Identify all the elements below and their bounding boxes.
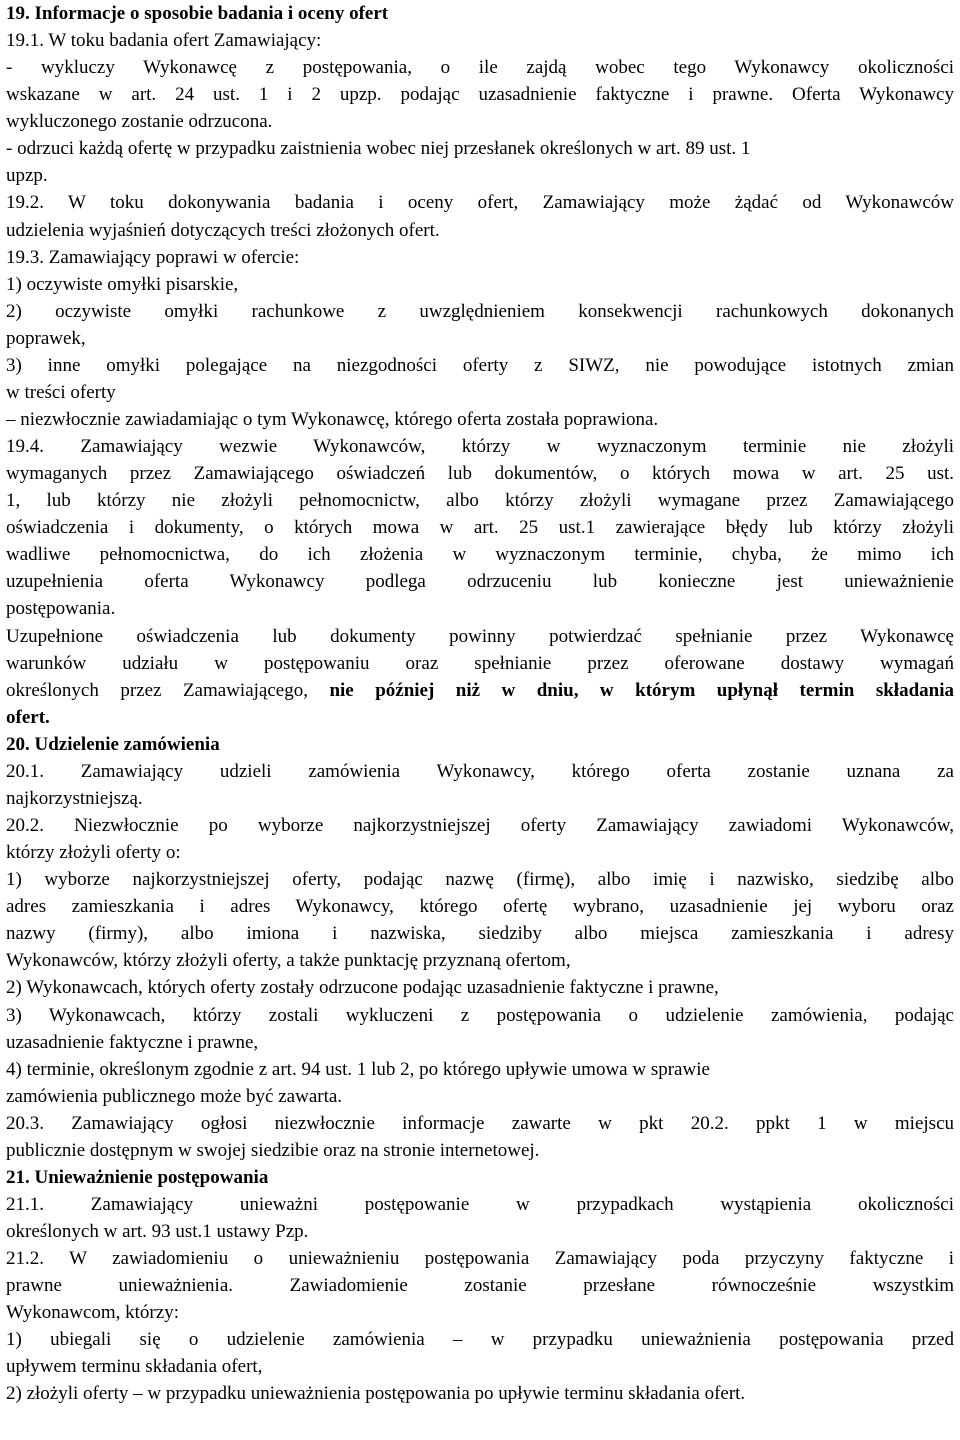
- text-line: [6, 487, 954, 514]
- text-run: 19. Informacje o sposobie badania i oceny ofert: [6, 3, 389, 24]
- text-line: [6, 1380, 954, 1407]
- text-run: wskazane w art. 24 ust. 1 i 2 upzp. podając uzasadnienie faktyczne i prawne. Oferta Wykonawcy: [6, 84, 954, 106]
- text-line: [6, 406, 954, 433]
- text-run: zamówienia publicznego może być zawarta.: [6, 1085, 343, 1107]
- text-run: - wykluczy Wykonawcę z postępowania, o ile zajdą wobec tego Wykonawcy okoliczności: [6, 57, 954, 79]
- text-run: 20. Udzielenie zamówienia: [6, 733, 220, 755]
- text-run: 19.3. Zamawiający poprawi w ofercie:: [6, 246, 300, 268]
- text-line: [6, 758, 954, 785]
- text-line: [6, 677, 954, 704]
- text-line: [6, 108, 954, 135]
- text-run: wadliwe pełnomocnictwa, do ich złożenia w wyznaczonym terminie, chyba, że mimo ich: [6, 544, 954, 566]
- text-line: [6, 623, 954, 650]
- text-line: [6, 1029, 954, 1056]
- text-line: [6, 217, 954, 244]
- text-run: w treści oferty: [6, 381, 116, 403]
- text-run: 2) Wykonawcach, których oferty zostały odrzucone podając uzasadnienie faktyczne i prawne,: [6, 977, 719, 999]
- text-line: [6, 1218, 954, 1245]
- text-line: [6, 162, 954, 189]
- text-run: postępowania.: [6, 598, 116, 620]
- text-line: [6, 1353, 954, 1380]
- text-run: Uzupełnione oświadczenia lub dokumenty powinny potwierdzać spełnianie przez Wykonawcę: [6, 625, 954, 647]
- text-run: Wykonawców, którzy złożyli oferty, a także punktację przyznaną ofertom,: [6, 950, 571, 972]
- text-line: [6, 568, 954, 595]
- text-run: najkorzystniejszą.: [6, 787, 143, 809]
- text-run: – niezwłocznie zawiadamiając o tym Wykonawcę, którego oferta została poprawiona.: [6, 409, 659, 430]
- text-run: 19.2. W toku dokonywania badania i oceny ofert, Zamawiający może żądać od Wykonawców: [6, 192, 954, 214]
- text-run: Wykonawcom, którzy:: [6, 1302, 179, 1324]
- text-line: [6, 244, 954, 271]
- text-line: [6, 1191, 954, 1218]
- text-run: upływem terminu składania ofert,: [6, 1356, 263, 1378]
- text-line: [6, 1299, 954, 1326]
- text-line: [6, 1245, 954, 1272]
- text-line: [6, 785, 954, 812]
- text-run: udzielenia wyjaśnień dotyczących treści złożonych ofert.: [6, 219, 440, 241]
- text-line: [6, 595, 954, 622]
- text-run: prawne unieważnienia. Zawiadomienie zostanie przesłane równocześnie wszystkim: [6, 1275, 954, 1297]
- text-line: [6, 27, 954, 54]
- text-run: 4) terminie, określonym zgodnie z art. 94 ust. 1 lub 2, po którego upływie umowa w sprawie: [6, 1058, 710, 1080]
- text-line: [6, 460, 954, 487]
- text-line: [6, 1056, 954, 1083]
- heading-line: [6, 0, 954, 27]
- text-line: [6, 947, 954, 974]
- text-line: [6, 1137, 954, 1164]
- text-line: [6, 325, 954, 352]
- heading-line: [6, 704, 954, 731]
- text-line: [6, 974, 954, 1001]
- text-line: [6, 839, 954, 866]
- text-run: 20.2. Niezwłocznie po wyborze najkorzystniejszej oferty Zamawiający zawiadomi Wykonawców,: [6, 815, 954, 837]
- text-run: publicznie dostępnym w swojej siedzibie oraz na stronie internetowej.: [6, 1139, 540, 1161]
- text-line: [6, 81, 954, 108]
- text-run: poprawek,: [6, 327, 86, 349]
- text-line: [6, 54, 954, 81]
- text-run: 20.3. Zamawiający ogłosi niezwłocznie informacje zawarte w pkt 20.2. ppkt 1 w miejscu: [6, 1112, 954, 1134]
- text-line: [6, 1002, 954, 1029]
- bold-text-run: nie później niż w dniu, w którym upłynął termin składania: [329, 679, 954, 701]
- text-line: [6, 920, 954, 947]
- text-run: 21.2. W zawiadomieniu o unieważnieniu postępowania Zamawiający poda przyczyny faktyczne i: [6, 1248, 954, 1270]
- text-run: 21.1. Zamawiający unieważni postępowanie w przypadkach wystąpienia okoliczności: [6, 1193, 954, 1215]
- heading-line: [6, 1164, 954, 1191]
- text-run: 1) ubiegali się o udzielenie zamówienia – w przypadku unieważnienia postępowania przed: [6, 1329, 954, 1351]
- text-run: 3) Wykonawcach, którzy zostali wykluczeni z postępowania o udzielenie zamówienia, podając: [6, 1004, 954, 1026]
- text-run: 2) złożyli oferty – w przypadku unieważnienia postępowania po upływie terminu składania ofert.: [6, 1383, 746, 1405]
- text-line: [6, 812, 954, 839]
- text-run: 3) inne omyłki polegające na niezgodności oferty z SIWZ, nie powodujące istotnych zmian: [6, 354, 954, 376]
- text-line: [6, 433, 954, 460]
- text-run: uzasadnienie faktyczne i prawne,: [6, 1031, 259, 1053]
- text-run: 21. Unieważnienie postępowania: [6, 1166, 269, 1188]
- text-run: uzupełnienia oferta Wykonawcy podlega odrzuceniu lub konieczne jest unieważnienie: [6, 571, 954, 593]
- text-line: [6, 298, 954, 325]
- text-run: określonych w art. 93 ust.1 ustawy Pzp.: [6, 1221, 309, 1243]
- text-run: nazwy (firmy), albo imiona i nazwiska, siedziby albo miejsca zamieszkania i adresy: [6, 923, 954, 945]
- text-line: [6, 514, 954, 541]
- text-line: [6, 135, 954, 162]
- text-line: [6, 866, 954, 893]
- text-run: oświadczenia i dokumenty, o których mowa w art. 25 ust.1 zawierające błędy lub którzy złożyli: [6, 517, 954, 539]
- text-line: [6, 379, 954, 406]
- text-run: - odrzuci każdą ofertę w przypadku zaistnienia wobec niej przesłanek określonych w art. 89 ust. 1: [6, 138, 751, 160]
- text-run: 1) wyborze najkorzystniejszej oferty, podając nazwę (firmę), albo imię i nazwisko, siedzibę albo: [6, 869, 954, 891]
- text-run: ofert.: [6, 706, 50, 728]
- text-line: [6, 541, 954, 568]
- text-line: [6, 1272, 954, 1299]
- text-run: 1) oczywiste omyłki pisarskie,: [6, 273, 239, 295]
- text-run: 1, lub którzy nie złożyli pełnomocnictw, albo którzy złożyli wymagane przez Zamawiającego: [6, 490, 954, 512]
- text-run: którzy złożyli oferty o:: [6, 842, 181, 864]
- text-run: upzp.: [6, 165, 48, 187]
- text-run: 2) oczywiste omyłki rachunkowe z uwzględnieniem konsekwencji rachunkowych dokonanych: [6, 300, 954, 322]
- heading-line: [6, 731, 954, 758]
- text-line: [6, 650, 954, 677]
- text-line: [6, 352, 954, 379]
- text-line: [6, 1083, 954, 1110]
- text-line: [6, 893, 954, 920]
- text-run: 19.1. W toku badania ofert Zamawiający:: [6, 30, 322, 52]
- text-run: 20.1. Zamawiający udzieli zamówienia Wykonawcy, którego oferta zostanie uznana za: [6, 760, 954, 782]
- text-run: określonych przez Zamawiającego,: [6, 679, 330, 701]
- text-run: adres zamieszkania i adres Wykonawcy, którego ofertę wybrano, uzasadnienie jej wyboru oraz: [6, 896, 954, 918]
- text-line: [6, 189, 954, 216]
- text-run: warunków udziału w postępowaniu oraz spełnianie przez oferowane dostawy wymagań: [6, 652, 954, 674]
- text-line: [6, 271, 954, 298]
- text-line: [6, 1110, 954, 1137]
- text-run: wymaganych przez Zamawiającego oświadczeń lub dokumentów, o których mowa w art. 25 ust.: [6, 463, 954, 485]
- text-run: 19.4. Zamawiający wezwie Wykonawców, którzy w wyznaczonym terminie nie złożyli: [6, 436, 954, 458]
- text-line: [6, 1326, 954, 1353]
- text-run: wykluczonego zostanie odrzucona.: [6, 111, 273, 133]
